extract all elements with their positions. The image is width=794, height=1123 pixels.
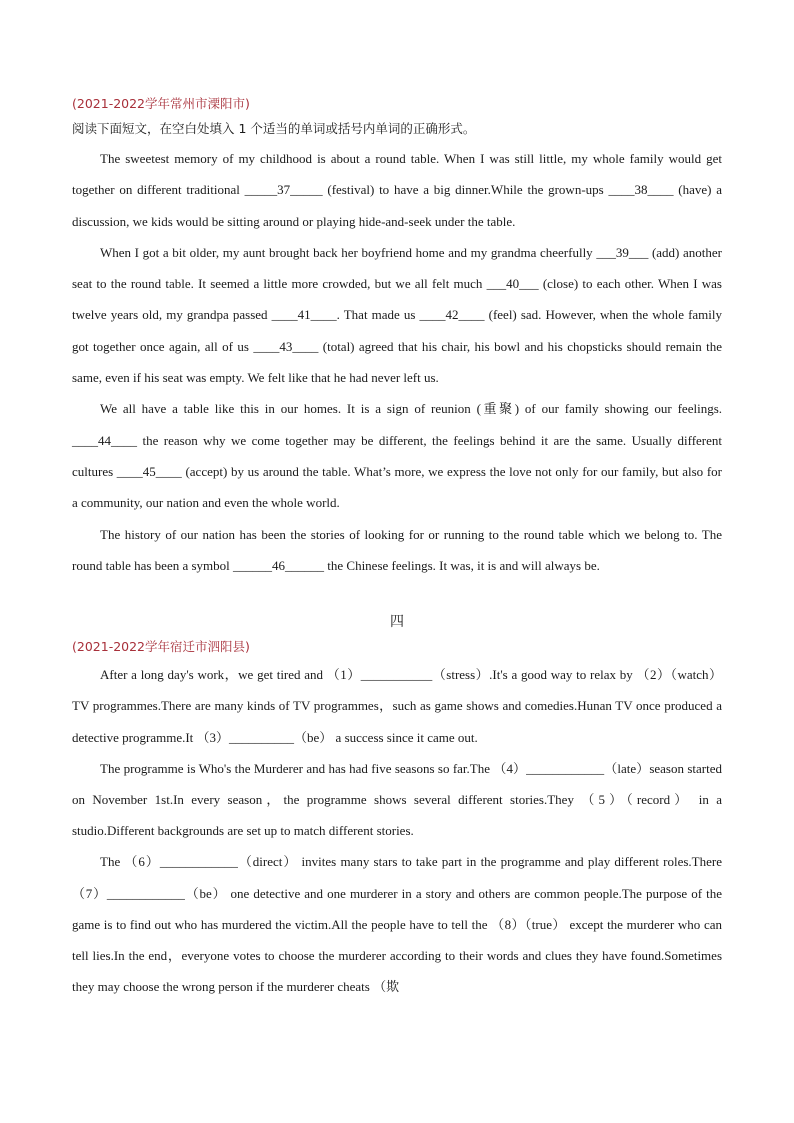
source-label-2: (2021-2022学年宿迁市泗阳县)	[72, 639, 250, 655]
passage-1	[72, 143, 722, 581]
document-content	[72, 91, 722, 1002]
passage-2-paragraph: The programme is Who's the Murderer and has had five seasons so far.The （4）____________（late）season started on November 1st.In every season，the programme shows several different stories.They （5）（record） in a studio.Different backgrounds are set up to match different stories.	[72, 760, 722, 839]
passage-2	[72, 659, 722, 1002]
passage-1-paragraph: We all have a table like this in our homes. It is a sign of reunion (重聚) of our family showing our feelings. ____44____ the reason why we come together may be different, the feelings behind it are the same. Usually different cultures ____45____ (accept) by us around the table. What’s more, we express the love not only for our family, but also for a community, our nation and even the whole world.	[72, 401, 722, 511]
passage-1-paragraph: The history of our nation has been the stories of looking for or running to the round table which we belong to. The round table has been a symbol ______46______ the Chinese feelings. It was, it is and will always be.	[72, 526, 722, 573]
passage-2-paragraph: The （6）____________（direct） invites many stars to take part in the programme and play different roles.There （7）____________（be） one detective and one murderer in a story and others are common people.The purpose of the game is to find out who has murdered the victim.All the people have to tell the （8）（true） except the murderer who can tell lies.In the end，everyone votes to choose the murderer according to their words and clues they have found.Sometimes they may choose the wrong person if the murderer cheats （欺	[72, 854, 722, 995]
passage-2-paragraph: After a long day's work，we get tired and （1）___________（stress）.It's a good way to relax by （2）（watch） TV programmes.There are many kinds of TV programmes，such as game shows and comedies.Hunan TV once produced a detective programme.It （3）__________（be） a success since it came out.	[72, 667, 722, 745]
source-label-1: (2021-2022学年常州市溧阳市)	[72, 96, 250, 111]
instruction-text: 阅读下面短文，在空白处填入 1 个适当的单词或括号内单词的正确形式。	[72, 121, 476, 136]
passage-1-paragraph: When I got a bit older, my aunt brought back her boyfriend home and my grandma cheerfully ___39___ (add) another seat to the round table. It seemed a little more crowded, but we all felt much ___40___ (close) to each other. When I was twelve years old, my grandpa passed ____41____. That made us ____42____ (feel) sad. However, when the whole family got together once again, all of us ____43____ (total) agreed that his chair, his bowl and his chopsticks should remain the same, even if his seat was empty. We felt like that he had never left us.	[72, 244, 722, 386]
passage-1-paragraph: The sweetest memory of my childhood is about a round table. When I was still little, my whole family would get together on different traditional _____37_____ (festival) to have a big dinner.While the grown-ups ____38____ (have) a discussion, we kids would be sitting around or playing hide-and-seek under the table.	[72, 151, 722, 229]
section-number: 四	[390, 614, 404, 631]
